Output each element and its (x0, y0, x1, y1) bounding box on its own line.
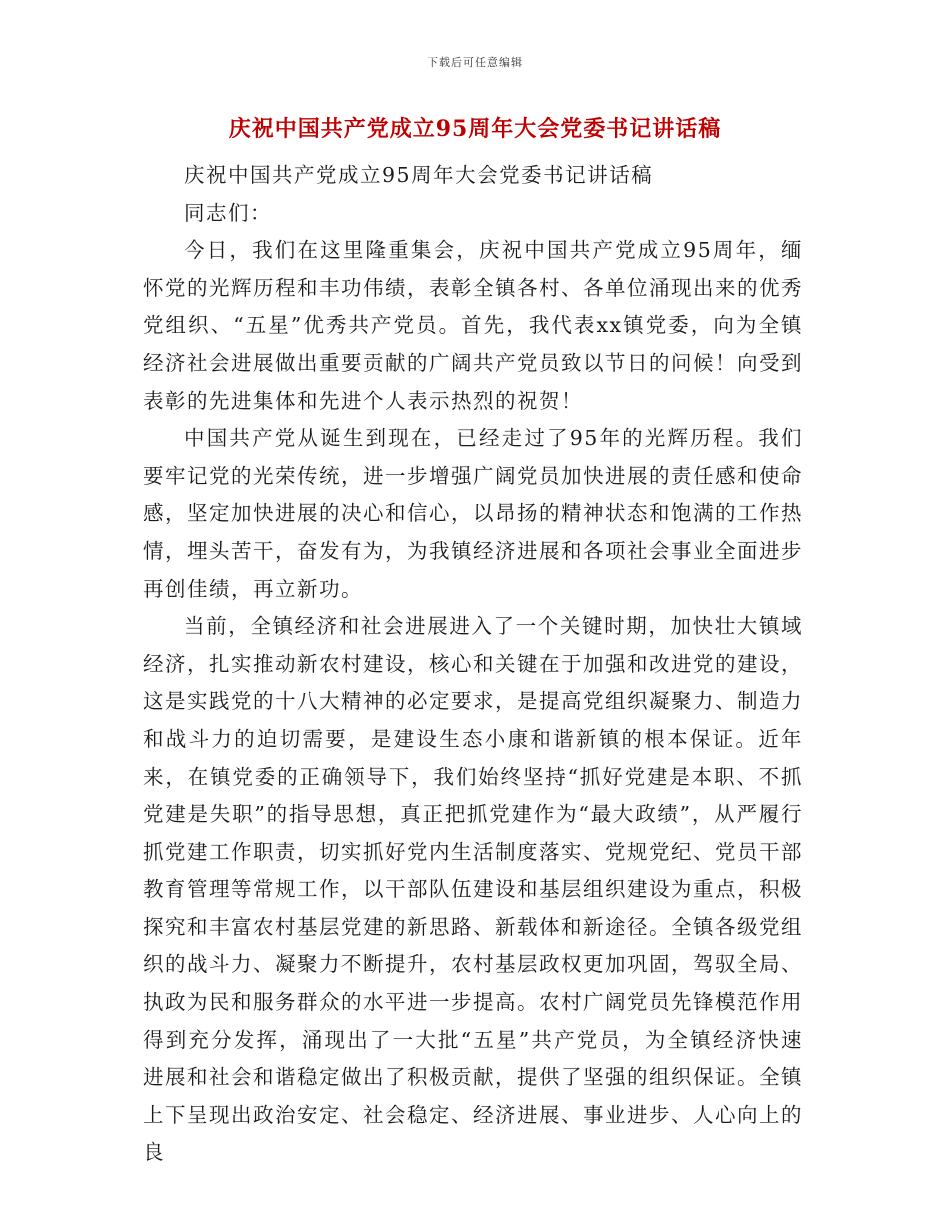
document-body (143, 157, 803, 1172)
subtitle-line: 庆祝中国共产党成立95周年大会党委书记讲话稿 (184, 163, 654, 187)
header-note: 下载后可任意编辑 (427, 56, 523, 69)
document-title: 庆祝中国共产党成立95周年大会党委书记讲话稿 (228, 116, 722, 142)
paragraph: 中国共产党从诞生到现在，已经走过了95年的光辉历程。我们要牢记党的光荣传统，进一步增强广阔党员加快进展的责任感和使命感，坚定加快进展的决心和信心，以昂扬的精神状态和饱满的工作热情，埋头苦干，奋发有为，为我镇经济进展和各项社会事业全面进步再创佳绩，再立新功。 (143, 426, 803, 601)
salutation: 同志们： (184, 200, 272, 225)
paragraph: 今日，我们在这里隆重集会，庆祝中国共产党成立95周年，缅怀党的光辉历程和丰功伟绩，表彰全镇各村、各单位涌现出来的优秀党组织、“五星”优秀共产党员。首先，我代表xx镇党委，向为全镇经济社会进展做出重要贡献的广阔共产党员致以节日的问候！向受到表彰的先进集体和先进个人表示热烈的祝贺！ (143, 238, 803, 413)
paragraph: 当前，全镇经济和社会进展进入了一个关键时期，加快壮大镇域经济，扎实推动新农村建设，核心和关键在于加强和改进党的建设，这是实践党的十八大精神的必定要求，是提高党组织凝聚力、制造力和战斗力的迫切需要，是建设生态小康和谐新镇的根本保证。近年来，在镇党委的正确领导下，我们始终坚持“抓好党建是本职、不抓党建是失职”的指导思想，真正把抓党建作为“最大政绩”，从严履行抓党建工作职责，切实抓好党内生活制度落实、党规党纪、党员干部教育管理等常规工作，以干部队伍建设和基层组织建设为重点，积极探究和丰富农村基层党建的新思路、新载体和新途径。全镇各级党组织的战斗力、凝聚力不断提升，农村基层政权更加巩固，驾驭全局、执政为民和服务群众的水平进一步提高。农村广阔党员先锋模范作用得到充分发挥，涌现出了一大批“五星”共产党员，为全镇经济快速进展和社会和谐稳定做出了积极贡献，提供了坚强的组织保证。全镇上下呈现出政治安定、社会稳定、经济进展、事业进步、人心向上的良 (143, 614, 803, 1165)
